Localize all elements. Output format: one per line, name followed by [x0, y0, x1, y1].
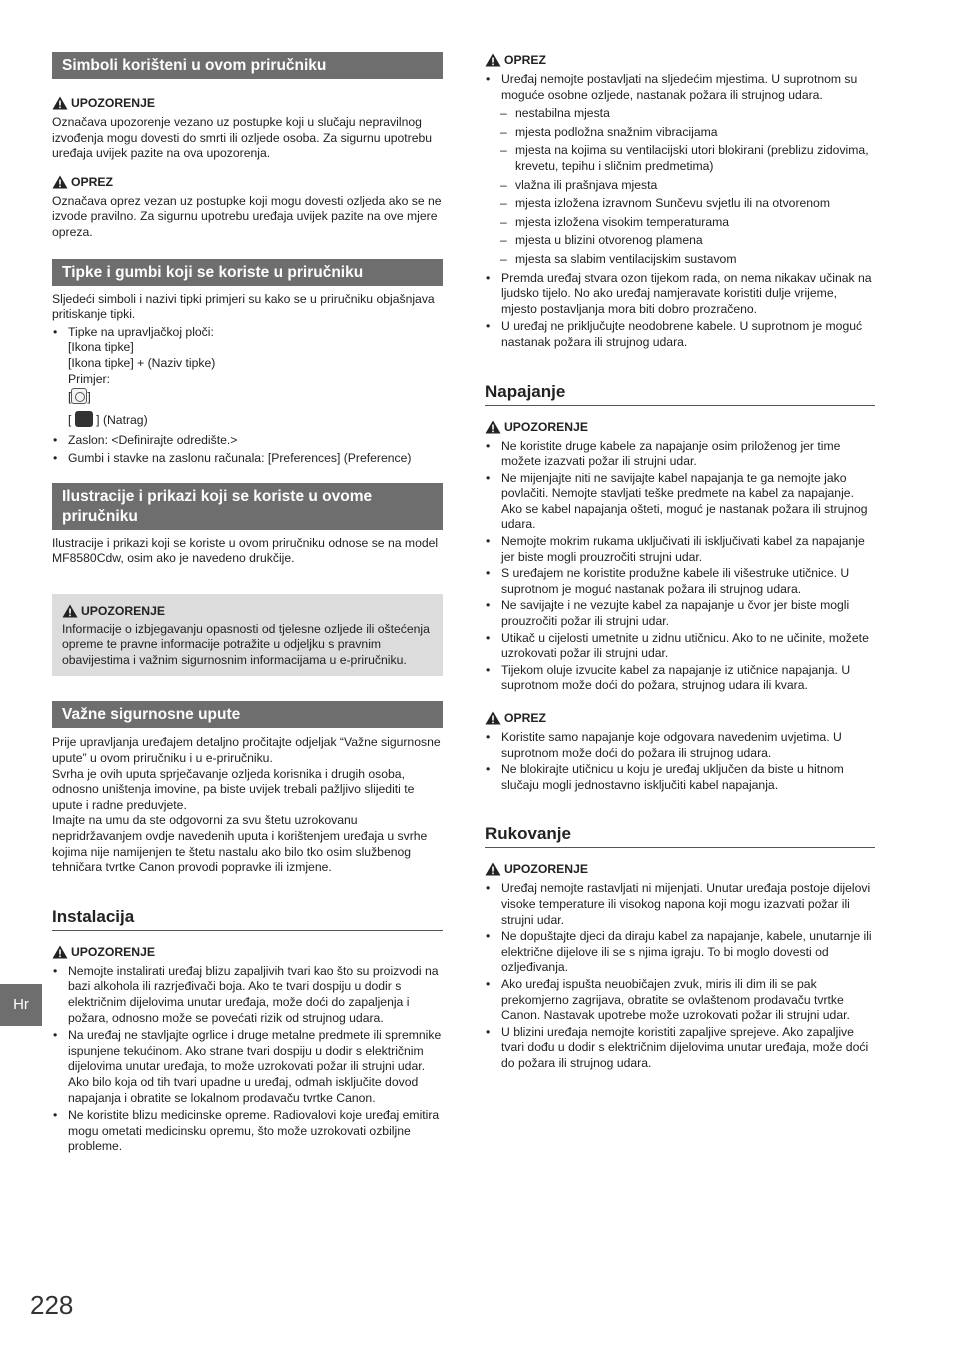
list-item: • Ne koristite druge kabele za napajanje osim priloženog jer time možete izazvati požar ili strujni udar.: [485, 439, 875, 470]
list-item: • Uređaj nemojte rastavljati ni mijenjati. Unutar uređaja postoje dijelovi visoke temperature ili visokog napona koji mogu izazvati požar ili strujni udar.: [485, 881, 875, 928]
section-title-power: Napajanje: [485, 381, 875, 406]
list-item: • Gumbi i stavke na zaslonu računala: [Preferences] (Preference): [52, 451, 443, 467]
power-caution-list: [485, 730, 875, 793]
list-item: • Ne mijenjajte niti ne savijajte kabel napajanja te ga nemojte jako povlačiti. Nemojte stavljati teške predmete na kabel za napajanje. Ako se kabel napajanja ošteti, moguć je nastanak požara ili strujnog udara.: [485, 471, 875, 533]
safety-paragraph: Prije upravljanja uređajem detaljno pročitajte odjeljak “Važne sigurnosne upute” u ovom priručniku i u e-priručniku.: [52, 735, 441, 766]
warning-triangle-icon: [62, 604, 78, 618]
power-caution-heading: OPREZ: [485, 710, 875, 726]
settings-key-icon: [71, 388, 87, 404]
safety-paragraph: Imajte na umu da ste odgovorni za svu štetu uzrokovanu nepridržavanjem ovdje navedenih uputa i korištenjem uređaja u svrhe kojima nije namijenjen te štetu nastalu ako bilo tko osim službenog tehničara tvrtke Canon provodi popravke ili izmjene.: [52, 813, 428, 875]
list-item: • Na uređaj ne stavljajte ogrlice i druge metalne predmete ili spremnike ispunjene tekućinom. Ako strane tvari dospiju u dodir s električnim dijelovima unutar uređaja, to može uzrokovati požar ili strujni udar. Ako bilo koja od tih tvari upadne u uređaj, odmah isključite dovod napajanja i obratite se lokalnom prodavaču tvrtke Canon.: [52, 1028, 443, 1106]
right-column: [485, 52, 875, 1072]
left-column: [52, 52, 443, 1155]
illustrations-text: Ilustracije i prikazi koji se koriste u ovom priručniku odnose se na model MF8580Cdw, osim ako je navedeno drukčije.: [52, 535, 439, 566]
section-title-illustrations: Ilustracije i prikazi koji se koriste u ovome priručniku: [52, 483, 443, 530]
list-item: – vlažna ili prašnjava mjesta: [485, 178, 875, 194]
list-item: • S uređajem ne koristite produžne kabele ili višestruke utičnice. U suprotnom je moguć nastanak požara ili strujnog udara.: [485, 566, 875, 597]
warning-triangle-icon: [485, 711, 501, 725]
list-item: • Tijekom oluje izvucite kabel za napajanje iz utičnice napajanja. U suprotnom može doći do požara, strujnog udara ili kvara.: [485, 663, 875, 694]
info-box-heading: UPOZORENJE: [62, 603, 433, 619]
list-item: – mjesta izložena visokim temperaturama: [485, 215, 875, 231]
list-item: • Uređaj nemojte postavljati na sljedećim mjestima. U suprotnom su moguće osobne ozljede, nastanak požara ili strujnog udara.: [485, 72, 875, 103]
list-item: • Ne koristite blizu medicinske opreme. Radiovalovi koje uređaj emitira mogu ometati medicinsku opremu, što može uzrokovati ozbiljne probleme.: [52, 1108, 443, 1155]
section-title-installation: Instalacija: [52, 906, 443, 931]
caution-description: Označava oprez vezan uz postupke koji mogu dovesti ozljeda ako se ne izvode pravilno. Za sigurnu upotrebu uređaja uvijek pazite na ove mjere opreza.: [52, 193, 442, 239]
installation-list: [52, 964, 443, 1155]
list-item: • U blizini uređaja nemojte koristiti zapaljive sprejeve. Ako zapaljive tvari dođu u dodir s električnim dijelovima unutar uređaja, može doći do požara ili strujnog udara.: [485, 1025, 875, 1072]
section-title-symbols: Simboli korišteni u ovom priručniku: [52, 52, 443, 79]
section-title-safety: Važne sigurnosne upute: [52, 701, 443, 728]
caution-list: [485, 72, 875, 103]
warning-description: Označava upozorenje vezano uz postupke koji u slučaju nepravilnog izvođenja mogu dovesti do smrti ili ozljede osoba. Za sigurnu upotrebu uređaja uvijek pazite na ova upozorenja.: [52, 115, 433, 161]
caution-heading: OPREZ: [485, 52, 875, 68]
warning-triangle-icon: [52, 175, 68, 189]
warning-triangle-icon: [485, 862, 501, 876]
language-tab: Hr: [0, 984, 42, 1026]
installation-warning-heading: UPOZORENJE: [52, 944, 443, 960]
list-item: – nestabilna mjesta: [485, 106, 875, 122]
list-item: • Ne blokirajte utičnicu u koju je uređaj uključen da biste u hitnom slučaju mogli jednostavno isključiti kabel napajanja.: [485, 762, 875, 793]
list-item: – mjesta na kojima su ventilacijski utori blokirani (preblizu zidovima, krevetu, tepihu i sličnim predmetima): [485, 143, 875, 174]
list-item: • Nemojte instalirati uređaj blizu zapaljivih tvari kao što su proizvodi na bazi alkohola ili razrjeđivači boja. Ako te tvari dospiju u dodir s električnim dijelovima unutar uređaja, može doći do zapaljenja i požara, odnosno može se povećati rizik od strujnog udara.: [52, 964, 443, 1026]
list-item: • Ako uređaj ispušta neuobičajen zvuk, miris ili dim ili se pak prekomjerno zagrijava, obratite se ovlaštenom prodavaču tvrtke Canon. Nastavak upotrebe može uzrokovati požar ili strujni udar.: [485, 977, 875, 1024]
section-title-handling: Rukovanje: [485, 823, 875, 848]
warning-triangle-icon: [485, 420, 501, 434]
safety-paragraph: Svrha je ovih uputa sprječavanje ozljeda korisnika i drugih osoba, odnosno uništenja imovine, pa biste uvijek trebali pažljivo slijediti te upute i radne preduvjete.: [52, 766, 415, 812]
list-item: – mjesta podložna snažnim vibracijama: [485, 125, 875, 141]
handling-warning-heading: UPOZORENJE: [485, 861, 875, 877]
warning-triangle-icon: [485, 53, 501, 67]
keys-intro: Sljedeći simboli i nazivi tipki primjeri su kako se u priručniku objašnjava pritiskanje tipki.: [52, 291, 435, 322]
section-title-keys: Tipke i gumbi koji se koriste u priručniku: [52, 259, 443, 286]
page-number: 228: [30, 1290, 74, 1320]
list-item: • Ne savijajte i ne vezujte kabel za napajanje u čvor jer biste mogli prouzročiti požar ili strujni udar.: [485, 598, 875, 629]
warning-triangle-icon: [52, 96, 68, 110]
info-box-text: Informacije o izbjegavanju opasnosti od tjelesne ozljede ili oštećenja opreme te pravne informacije potražite u odjeljku s pravnim obavijestima i važnim sigurnosnim informacijama u e-priručniku.: [62, 621, 430, 667]
keys-list: [52, 325, 443, 467]
caution-heading: OPREZ: [52, 174, 443, 190]
list-item: • Koristite samo napajanje koje odgovara navedenim uvjetima. U suprotnom može doći do požara ili strujnog udara.: [485, 730, 875, 761]
list-item: • Ne dopuštajte djeci da diraju kabel za napajanje, kabele, unutarnje ili električne dijelove ili se s njima igraju. To bi moglo dovesti od ozljeđivanja.: [485, 929, 875, 976]
list-item: – mjesta sa slabim ventilacijskim sustavom: [485, 252, 875, 268]
list-item: • U uređaj ne priključujte neodobrene kabele. U suprotnom je moguć nastanak požara ili strujnog udara.: [485, 319, 875, 350]
warning-heading: UPOZORENJE: [52, 95, 443, 111]
list-item: – mjesta u blizini otvorenog plamena: [485, 233, 875, 249]
info-box: [52, 594, 443, 677]
list-item: – mjesta izložena izravnom Sunčevu svjetlu ili na otvorenom: [485, 196, 875, 212]
back-key-icon: [75, 411, 93, 427]
list-item: • Tipke na upravljačkoj ploči: [Ikona tipke] [Ikona tipke] + (Naziv tipke) Primjer: [ ] [ ] (Natrag): [52, 325, 443, 429]
places-list: [485, 106, 875, 267]
warning-triangle-icon: [52, 945, 68, 959]
list-item: • Nemojte mokrim rukama uključivati ili isključivati kabel za napajanje jer biste mogli prouzročiti strujni udar.: [485, 534, 875, 565]
power-warning-list: [485, 439, 875, 695]
caution-list-2: [485, 271, 875, 351]
power-warning-heading: UPOZORENJE: [485, 419, 875, 435]
handling-list: [485, 881, 875, 1071]
list-item: • Utikač u cijelosti umetnite u zidnu utičnicu. Ako to ne učinite, možete uzrokovati požar ili strujni udar.: [485, 631, 875, 662]
list-item: • Premda uređaj stvara ozon tijekom rada, on nema nikakav učinak na ljudsko tijelo. No ako uređaj namjeravate koristiti dulje vrijeme, mjesto postavljanja mora biti dobro prozračeno.: [485, 271, 875, 318]
list-item: • Zaslon: <Definirajte odredište.>: [52, 433, 443, 449]
